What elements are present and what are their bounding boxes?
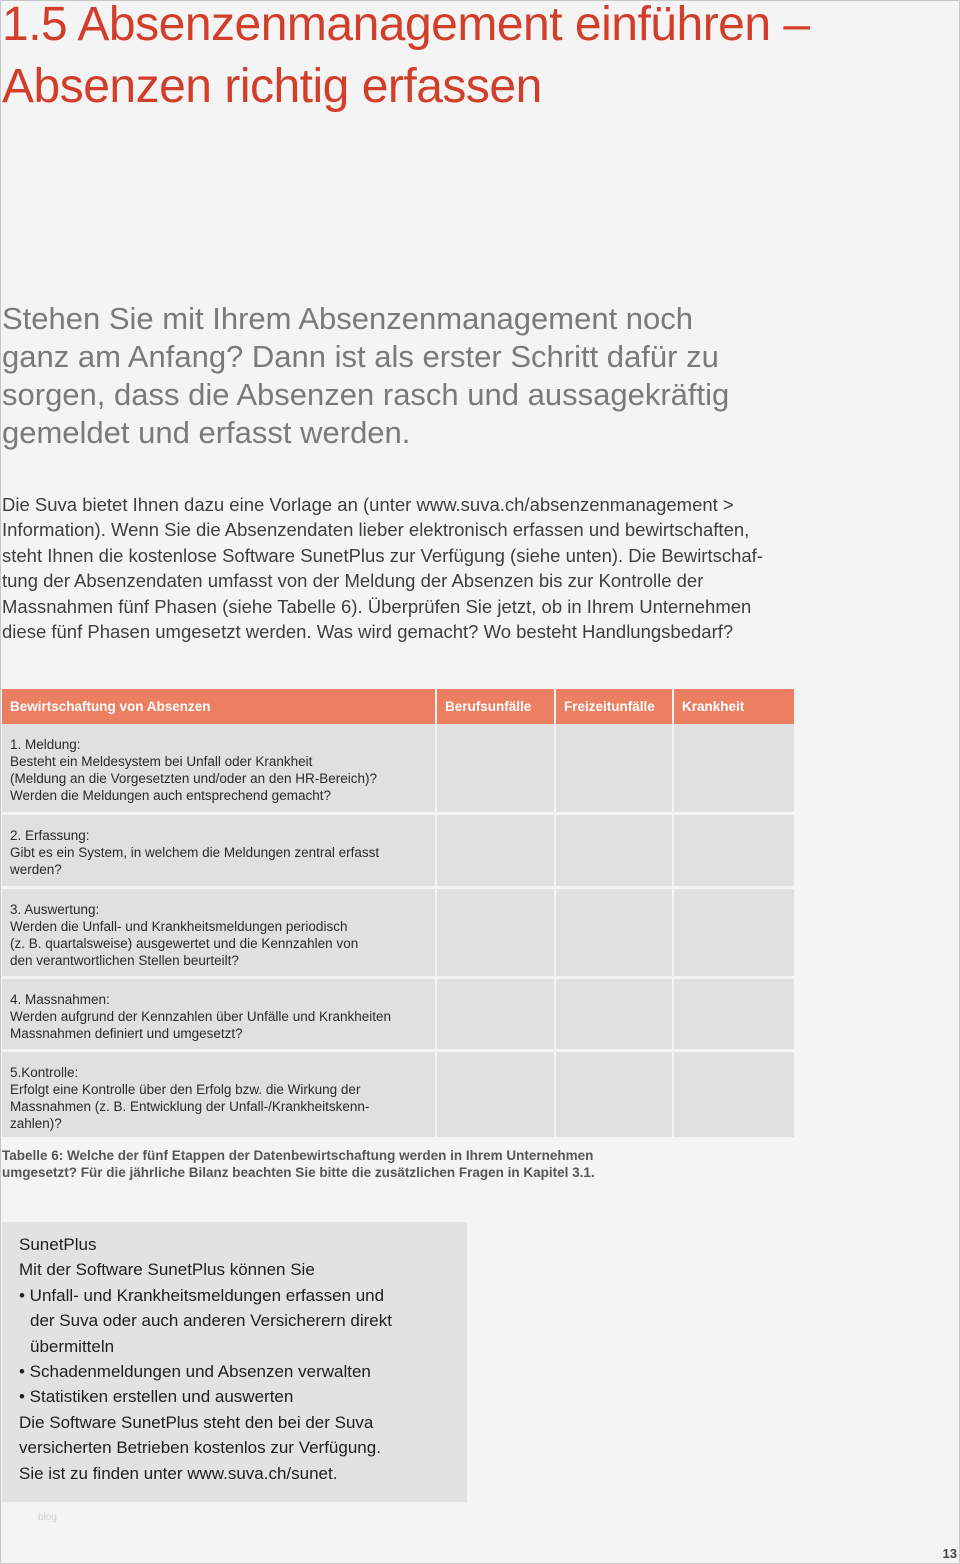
question-line: Massnahmen (z. B. Entwicklung der Unfall-/Krankheitskenn- — [10, 1099, 370, 1114]
question-line: Werden die Meldungen auch entsprechend gemacht? — [10, 788, 331, 803]
infobox-line: versicherten Betrieben kostenlos zur Verfügung. — [19, 1438, 381, 1458]
answer-cell-krankheit[interactable] — [674, 979, 794, 1052]
table-row — [2, 724, 794, 815]
lead-line: sorgen, dass die Absenzen rasch und aussagekräftig — [2, 377, 730, 412]
question-line: Erfolgt eine Kontrolle über den Erfolg bzw. die Wirkung der — [10, 1082, 361, 1097]
answer-cell-freizeitunfaelle[interactable] — [556, 889, 674, 979]
caption-line: Tabelle 6: Welche der fünf Etappen der Datenbewirtschaftung werden in Ihrem Unternehmen — [2, 1148, 594, 1163]
question-line: Werden aufgrund der Kennzahlen über Unfälle und Krankheiten — [10, 1009, 392, 1024]
lead-paragraph — [2, 300, 802, 452]
infobox-bullet: • Statistiken erstellen und auswerten — [19, 1387, 294, 1407]
phases-table — [2, 689, 794, 1140]
watermark: blog — [38, 1512, 57, 1523]
table-row — [2, 1052, 794, 1140]
sunetplus-infobox — [2, 1222, 467, 1502]
table-row — [2, 815, 794, 889]
page-title — [2, 0, 810, 118]
answer-cell-berufsunfaelle[interactable] — [437, 724, 556, 815]
answer-cell-krankheit[interactable] — [674, 889, 794, 979]
answer-cell-krankheit[interactable] — [674, 724, 794, 815]
answer-cell-berufsunfaelle[interactable] — [437, 1052, 556, 1140]
body-line: Die Suva bietet Ihnen dazu eine Vorlage an (unter www.suva.ch/absenzenmanagement > — [2, 494, 734, 515]
body-paragraph — [2, 492, 802, 644]
title-line: 1.5 Absenzenmanagement einführen – — [2, 0, 810, 51]
header-bewirtschaftung: Bewirtschaftung von Absenzen — [2, 689, 437, 724]
answer-cell-berufsunfaelle[interactable] — [437, 979, 556, 1052]
infobox-link-line: Sie ist zu finden unter www.suva.ch/sunet. — [19, 1463, 338, 1483]
question-line: zahlen)? — [10, 1116, 62, 1131]
table-row — [2, 889, 794, 979]
table-header-row — [2, 689, 794, 724]
question-line: Werden die Unfall- und Krankheitsmeldungen periodisch — [10, 919, 348, 934]
question-line: Massnahmen definiert und umgesetzt? — [10, 1026, 243, 1041]
question-line: 3. Auswertung: — [10, 902, 100, 917]
question-line: 2. Erfassung: — [10, 828, 90, 843]
answer-cell-freizeitunfaelle[interactable] — [556, 724, 674, 815]
body-line: Massnahmen fünf Phasen (siehe Tabelle 6). Überprüfen Sie jetzt, ob in Ihrem Unternehmen — [2, 595, 752, 617]
lead-line: Stehen Sie mit Ihrem Absenzenmanagement noch — [2, 301, 694, 336]
question-line: 5.Kontrolle: — [10, 1065, 79, 1080]
answer-cell-berufsunfaelle[interactable] — [437, 815, 556, 889]
question-cell — [2, 1052, 437, 1140]
body-line: steht Ihnen die kostenlose Software SunetPlus zur Verfügung (siehe unten). Die Bewirtschaf- — [2, 544, 763, 566]
infobox-bullet: • Unfall- und Krankheitsmeldungen erfassen und — [19, 1285, 385, 1305]
question-cell — [2, 979, 437, 1052]
question-line: den verantwortlichen Stellen beurteilt? — [10, 953, 239, 968]
question-cell — [2, 724, 437, 815]
table-row — [2, 979, 794, 1052]
lead-line: ganz am Anfang? Dann ist als erster Schritt dafür zu — [2, 339, 719, 374]
header-freizeitunfaelle: Freizeitunfälle — [556, 689, 674, 724]
header-berufsunfaelle: Berufsunfälle — [437, 689, 556, 724]
lead-line: gemeldet und erfasst werden. — [2, 415, 411, 450]
body-line: Information). Wenn Sie die Absenzendaten lieber elektronisch erfassen und bewirtschaften, — [2, 519, 750, 541]
question-line: Gibt es ein System, in welchem die Meldungen zentral erfasst — [10, 845, 380, 860]
caption-line: umgesetzt? Für die jährliche Bilanz beachten Sie bitte die zusätzlichen Fragen in Kapitel 3.1. — [2, 1165, 595, 1180]
body-line: diese fünf Phasen umgesetzt werden. Was wird gemacht? Wo besteht Handlungsbedarf? — [2, 621, 734, 643]
answer-cell-berufsunfaelle[interactable] — [437, 889, 556, 979]
question-line: Besteht ein Meldesystem bei Unfall oder Krankheit — [10, 754, 313, 769]
infobox-line: Die Software SunetPlus steht den bei der Suva — [19, 1412, 374, 1432]
infobox-bullet-continued: übermitteln — [30, 1336, 115, 1356]
answer-cell-freizeitunfaelle[interactable] — [556, 1052, 674, 1140]
infobox-heading: SunetPlus — [19, 1235, 97, 1254]
answer-cell-krankheit[interactable] — [674, 815, 794, 889]
answer-cell-freizeitunfaelle[interactable] — [556, 815, 674, 889]
answer-cell-freizeitunfaelle[interactable] — [556, 979, 674, 1052]
question-cell — [2, 889, 437, 979]
infobox-line: Mit der Software SunetPlus können Sie — [19, 1260, 315, 1280]
infobox-bullet: • Schadenmeldungen und Absenzen verwalten — [19, 1362, 371, 1382]
question-line: 1. Meldung: — [10, 737, 81, 752]
question-cell — [2, 815, 437, 889]
question-line: 4. Massnahmen: — [10, 992, 110, 1007]
question-line: werden? — [10, 862, 62, 877]
title-line: Absenzen richtig erfassen — [2, 60, 542, 113]
infobox-bullet-continued: der Suva oder auch anderen Versicherern direkt — [30, 1311, 392, 1331]
table-caption — [2, 1147, 762, 1181]
question-line: (z. B. quartalsweise) ausgewertet und die Kennzahlen von — [10, 936, 359, 951]
header-krankheit: Krankheit — [674, 689, 794, 724]
question-line: (Meldung an die Vorgesetzten und/oder an den HR-Bereich)? — [10, 771, 377, 786]
page-number: 13 — [942, 1546, 957, 1561]
answer-cell-krankheit[interactable] — [674, 1052, 794, 1140]
body-line: tung der Absenzendaten umfasst von der Meldung der Absenzen bis zur Kontrolle der — [2, 570, 704, 592]
